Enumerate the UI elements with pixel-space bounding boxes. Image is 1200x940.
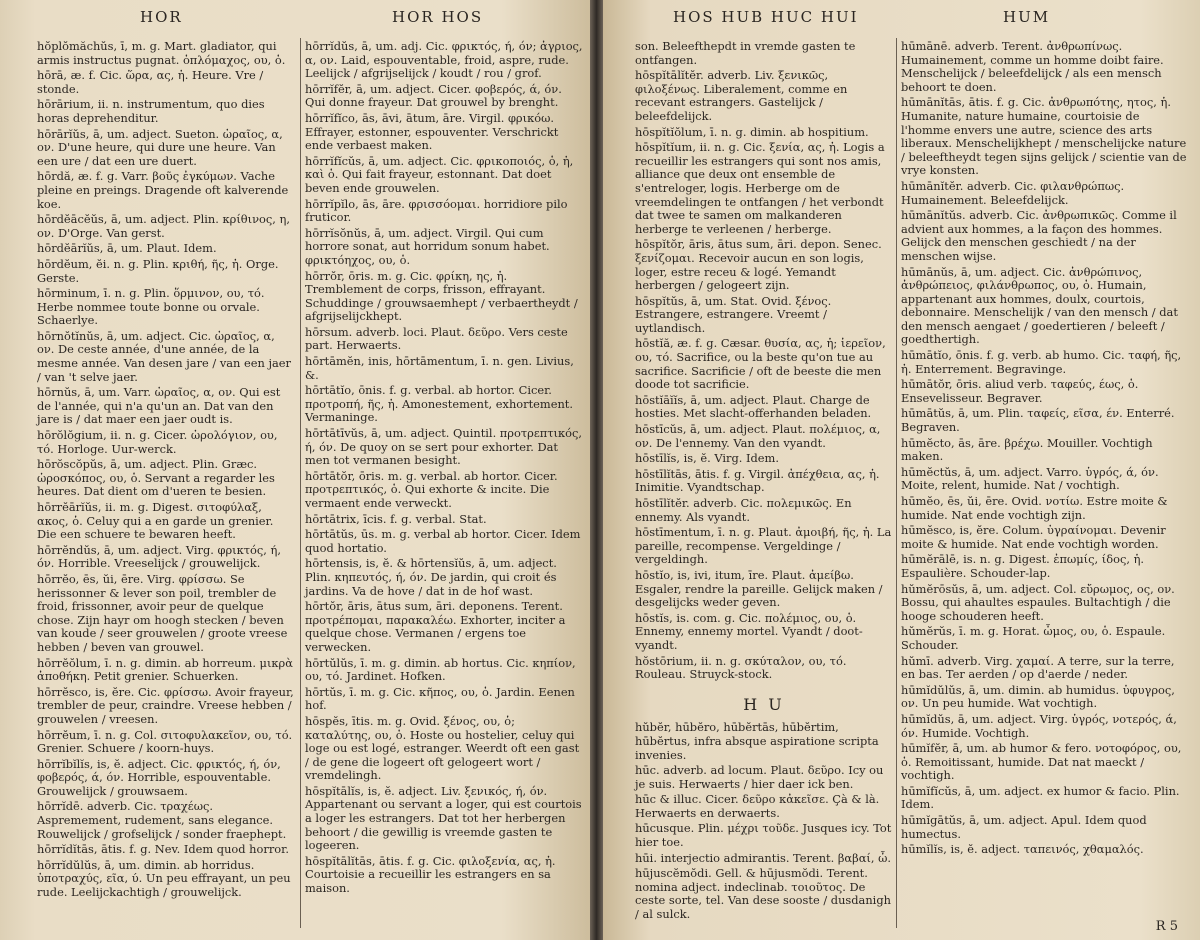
dictionary-entry: hōrdă, æ. f. g. Varr. βοῦς ἐγκύμων. Vache pleine en preings. Dragende oft kalverende koe.: [37, 169, 289, 211]
dictionary-entry: hōstīlĭtās, ātis. f. g. Virgil. ἀπέχθεια, ας, ἡ. Inimitie. Vyandtschap.: [635, 466, 880, 495]
left-page: [0, 0, 590, 940]
dictionary-entry: hōstīmentum, ī. n. g. Plaut. ἀμοιβή, ῆς, ἡ. La pareille, recompense. Vergeldinge / vergeldingh.: [635, 525, 892, 567]
dictionary-entry: hōrdĕārĭŭs, ā, um. Plaut. Idem.: [37, 241, 217, 256]
dictionary-entry: hōrnŏtĭnŭs, ā, um. adject. Cic. ὡραῖος, α, ον. De ceste année, d'une année, de la mesme année. Van desen jare / van een jaer / van 't selve jaer.: [37, 328, 291, 384]
dictionary-entry: hŭmĕrŭs, ī. m. g. Horat. ὦμος, ου, ὁ. Espaule. Schouder.: [901, 624, 1166, 652]
dictionary-entry: hōrrĭbĭlĭs, is, ĕ. adject. Cic. φρικτός, ή, όν, φοβερός, ά, όν. Horrible, espouventable. Grouwelijck / grouwsaem.: [37, 756, 281, 798]
dictionary-entry: hōstĭo, is, ivi, itum, īre. Plaut. ἀμείβω. Esgaler, rendre la pareille. Gelijck maken / desgelijcks weder geven.: [635, 567, 883, 610]
dictionary-entry: hōrrĕum, ī. n. g. Col. σιτοφυλακεῖον, ου, τό. Grenier. Schuere / koorn-huys.: [37, 727, 293, 756]
dictionary-entry: hōrrĭdĭtās, ātis. f. g. Nev. Idem quod horror.: [37, 842, 289, 857]
dictionary-entry: hūmĭfĕr, ā, um. ab humor & fero. νοτοφόρος, ου, ὁ. Remoitissant, humide. Dat nat maeckt / vochtigh.: [901, 741, 1182, 783]
dictionary-entry: hūmānē. adverb. Terent. ἀνθρωπίνως. Humainement, comme un homme doibt faire. Menschelijck / beleefdelijck / als een mensch behoort te doen.: [901, 39, 1164, 94]
dictionary-entry: hūmĕrālē, is. n. g. Digest. ἐπωμίς, ίδος, ἡ. Espaulière. Schouder-lap.: [901, 552, 1145, 580]
dictionary-entry: hōrrĕndŭs, ā, um. adject. Virg. φρικτός, ή, όν. Horrible. Vreeselijck / grouwelijck.: [37, 542, 281, 571]
dictionary-entry: hūmĭdŭlŭs, ā, um. dimin. ab humidus. ὑφυγρος, ον. Un peu humide. Wat vochtigh.: [901, 682, 1175, 711]
dictionary-entry: hōrŏlŏgium, ii. n. g. Cicer. ὡρολόγιον, ου, τό. Horloge. Uur-werck.: [37, 428, 278, 456]
book-gutter: [590, 0, 603, 940]
dictionary-entry: hōstīlĭs, is, ĕ. Virg. Idem.: [635, 451, 779, 466]
dictionary-entry: hōrrĕārĭŭs, ii. m. g. Digest. σιτοφύλαξ, ακος, ὁ. Celuy qui a en garde un grenier. Die een schuere te bewaren heeft.: [37, 500, 274, 542]
dictionary-entry: hōrtātŏr, ōris. m. g. verbal. ab hortor. Cicer. προτρεπτικός, ὁ. Qui exhorte & incite. Die vermaent ende verweckt.: [305, 468, 558, 510]
dictionary-entry: hūmĭfĭcŭs, ā, um. adject. ex humor & facio. Plin. Idem.: [901, 783, 1180, 812]
dictionary-entry: hōstĭs, is. com. g. Cic. πολέμιος, ου, ὁ. Ennemy, ennemy mortel. Vyandt / doot-vyandt.: [635, 610, 863, 652]
dictionary-entry: hūmĕctŭs, ā, um. adject. Varro. ὑγρός, ά, όν. Moite, relent, humide. Nat / vochtigh.: [901, 464, 1159, 493]
right-page: [603, 0, 1200, 940]
dictionary-entry: hōstīlĭtĕr. adverb. Cic. πολεμικῶς. En ennemy. Als vyandt.: [635, 496, 852, 524]
right-column-1: [635, 40, 893, 930]
dictionary-entry: hōspĭtālĭtĕr. adverb. Liv. ξενικῶς, φιλοξένως. Liberalement, comme en recevant estrangers. Gastelijck / beleefdelijck.: [635, 68, 848, 123]
column-rule: [300, 38, 301, 928]
dictionary-entry: hūmĕsco, is, ĕre. Colum. ὑγραίνομαι. Devenir moite & humide. Nat ende vochtigh worden.: [901, 523, 1166, 551]
dictionary-entry: hōrsum. adverb. loci. Plaut. δεῦρο. Vers ceste part. Herwaerts.: [305, 324, 568, 353]
running-head-right-col2: HUM: [1003, 8, 1051, 26]
dictionary-entry: hōrrĕo, ēs, ŭi, ēre. Virg. φρίσσω. Se herissonner & lever son poil, trembler de froid, frissonner, avoir peur de quelque chose. Zijn hayr om hoogh stecken / beven van koude / seer grouwelen / groote vreese hebben / beven van grouwel.: [37, 571, 288, 654]
dictionary-entry: hŏstōrium, ii. n. g. σκύταλον, ου, τό. Rouleau. Struyck-stock.: [635, 653, 847, 682]
running-head-left-col2: HOR HOS: [392, 8, 484, 26]
dictionary-entry: hōrārium, ii. n. instrumentum, quo dies horas deprehenditur.: [37, 97, 265, 125]
dictionary-entry: hŭbĕr, hūbĕro, hūbĕrtās, hūbĕrtim, hūbĕrtus, infra absque aspiratione scripta invenies.: [635, 720, 879, 762]
running-head-left-col1: HOR: [140, 8, 183, 26]
dictionary-entry: hōspĕs, ītis. m. g. Ovid. ξένος, ου, ὁ; καταλύτης, ου, ὁ. Hoste ou hostelier, celuy qui loge ou est logé, estranger. Weerdt oft een gast / de gene die logeert oft gelogeert wort / vremdelingh.: [305, 713, 580, 783]
dictionary-entry: hōspĭtŏr, āris, ātus sum, āri. depon. Senec. ξενίζομαι. Recevoir aucun en son logis, loger, estre receu & logé. Yemandt herbergen / gelogeert zijn.: [635, 237, 882, 293]
signature-mark: R 5: [1155, 919, 1178, 934]
dictionary-entry: hūmĭlĭs, is, ĕ. adject. ταπεινός, χθαμαλός.: [901, 842, 1144, 857]
dictionary-entry: son. Beleefthepdt in vremde gasten te ontfangen.: [635, 39, 856, 67]
section-letter-heading: H U: [743, 694, 785, 714]
dictionary-entry: hūmĕcto, ās, āre. βρέχω. Mouiller. Vochtigh maken.: [901, 435, 1153, 464]
dictionary-entry: hōspĭtŭs, ā, um. Stat. Ovid. ξένος. Estrangere, estrangere. Vreemt / uytlandisch.: [635, 293, 832, 335]
dictionary-entry: hōrdĕācĕŭs, ā, um. adject. Plin. κρίθινος, η, ον. D'Orge. Van gerst.: [37, 212, 290, 240]
dictionary-entry: hōrtātrix, īcis. f. g. verbal. Stat.: [305, 511, 487, 526]
dictionary-entry: hōstĭă, æ. f. g. Cæsar. θυσία, ας, ἡ; ἱερεῖον, ου, τό. Sacrifice, ou la beste qu'on tue au sacrifice. Sacrificie / oft de beeste die men doode tot sacrificie.: [635, 336, 886, 392]
dictionary-entry: hōrtāmĕn, inis, hōrtāmentum, ī. n. gen. Livius, &.: [305, 354, 574, 382]
dictionary-entry: hōstĭāĭĭs, ā, um. adject. Plaut. Charge de hosties. Met slacht-offerhanden beladen.: [635, 392, 872, 421]
right-column-2: [901, 40, 1191, 930]
dictionary-entry: hōrnŭs, ā, um. Varr. ὡραῖος, α, ον. Qui est de l'année, qui n'a qu'un an. Dat van den jare is / dat maer een jaer oudt is.: [37, 385, 281, 427]
dictionary-entry: hūmānĭtŭs. adverb. Cic. ἀνθρωπικῶς. Comme il advient aux hommes, a la façon des hommes. Gelijck den menschen geschiedt / na der menschen wijse.: [901, 208, 1177, 263]
dictionary-entry: hōrdĕum, ĕi. n. g. Plin. κριθή, ῆς, ἡ. Orge. Gerste.: [37, 256, 279, 285]
dictionary-entry: hūmānĭtās, ātis. f. g. Cic. ἀνθρωπότης, ητος, ἡ. Humanite, nature humaine, courtoisie de l'homme envers une autre, science des arts liberaux. Menschelijkhept / menschelijcke nature / beleeftheydt tegen sijns gelijck / scientie van de vrye konsten.: [901, 95, 1187, 178]
dictionary-entry: hōrtensis, is, ĕ. & hōrtensĭŭs, ā, um. adject. Plin. κηπευτός, ή, όν. De jardin, qui croit és jardins. Va de hove / dat in de hof wast.: [305, 556, 557, 598]
dictionary-entry: hūjuscĕmŏdi. Gell. & hūjusmŏdi. Terent. nomina adject. indeclinab. τοιοῦτος. De ceste sorte, tel. Van dese sooste / dusdanigh / al sulck.: [635, 866, 891, 922]
dictionary-entry: hūmānĭtĕr. adverb. Cic. φιλανθρώπως. Humainement. Beleefdelijck.: [901, 178, 1125, 207]
dictionary-entry: hūi. interjectio admirantis. Terent. βαβαί, ὦ.: [635, 850, 892, 865]
dictionary-entry: hōrtātŭs, ūs. m. g. verbal ab hortor. Cicer. Idem quod hortatio.: [305, 527, 581, 555]
dictionary-entry: hūmātŭs, ā, um. Plin. ταφείς, εῖσα, έν. Enterré. Begraven.: [901, 406, 1175, 435]
dictionary-entry: hōrtŭlŭs, ī. m. g. dimin. ab hortus. Cic. κηπίον, ου, τό. Jardinet. Hofken.: [305, 655, 576, 684]
dictionary-entry: hūmĕo, ēs, ŭi, ēre. Ovid. νοτίω. Estre moite & humide. Nat ende vochtigh zijn.: [901, 494, 1168, 522]
dictionary-entry: hŭmī. adverb. Virg. χαμαί. A terre, sur la terre, en bas. Ter aerden / op d'aerde / neder.: [901, 653, 1175, 682]
dictionary-entry: hūcusque. Plin. μέχρι τοῦδε. Jusques icy. Tot hier toe.: [635, 821, 892, 850]
left-column-2: [305, 40, 583, 930]
dictionary-entry: hōrrĭfĕr, ā, um. adject. Cicer. φοβερός, ά, όν. Qui donne frayeur. Dat grouwel by brenght.: [305, 81, 562, 110]
dictionary-entry: hōspĭtĭum, ii. n. g. Cic. ξενία, ας, ἡ. Logis a recueillir les estrangers qui sont nos amis, alliance que deux ont ensemble de s'entreloger, logis. Herberge om de vreemdelingen te ontfangen / het verbondt dat twee te samen om malkanderen herberge te verleenen / herberge.: [635, 140, 885, 236]
dictionary-entry: hūmātŏr, ōris. aliud verb. ταφεύς, έως, ὁ. Ensevelisseur. Begraver.: [901, 377, 1139, 405]
dictionary-entry: hōrrŏr, ōris. m. g. Cic. φρίκη, ης, ἡ. Tremblement de corps, frisson, effrayant. Schuddinge / grouwsaemhept / verbaertheydt / afgrijselijckhept.: [305, 268, 578, 324]
dictionary-entry: hōrrĭdŭlŭs, ā, um. dimin. ab horridus. ὑποτραχύς, εῖα, ύ. Un peu effrayant, un peu rude. Leelijckachtigh / grouwelijck.: [37, 857, 291, 900]
dictionary-entry: hūc. adverb. ad locum. Plaut. δεῦρο. Icy ou je suis. Herwaerts / hier daer ick ben.: [635, 763, 884, 791]
dictionary-entry: hōrtātĭo, ōnis. f. g. verbal. ab hortor. Cicer. προτροπή, ῆς, ἡ. Amonestement, exhortement. Vermaninge.: [305, 383, 573, 425]
dictionary-entry: hūmĭdŭs, ā, um. adject. Virg. ὑγρός, νοτερός, ά, όν. Humide. Vochtigh.: [901, 711, 1177, 740]
dictionary-entry: hōrrĭfĭco, ās, āvi, ātum, āre. Virgil. φρικόω. Effrayer, estonner, espouventer. Verschrickt ende verbaest maken.: [305, 110, 559, 153]
running-head-right-col1: HOS HUB HUC HUI: [673, 8, 859, 26]
left-column-1: [37, 40, 295, 930]
dictionary-entry: hōstīcŭs, ā, um. adject. Plaut. πολέμιος, α, ον. De l'ennemy. Van den vyandt.: [635, 422, 881, 450]
dictionary-entry: hōspĭtĭŏlum, ī. n. g. dimin. ab hospitium.: [635, 124, 869, 139]
dictionary-entry: hōrā, æ. f. Cic. ὥρα, ας, ἡ. Heure. Vre / stonde.: [37, 68, 264, 96]
dictionary-entry: hūmĭgātŭs, ā, um. adject. Apul. Idem quod humectus.: [901, 813, 1147, 841]
dictionary-entry: hōrrĭpĭlo, ās, āre. φρισσόομαι. horridiore pilo fruticor.: [305, 196, 568, 225]
dictionary-entry: hūc & illuc. Cicer. δεῦρο κἀκεῖσε. Çà & là. Herwaerts en derwaerts.: [635, 792, 880, 820]
dictionary-entry: hūmātĭo, ōnis. f. g. verb. ab humo. Cic. ταφή, ῆς, ἡ. Enterrement. Begravinge.: [901, 348, 1182, 376]
column-rule: [896, 38, 897, 928]
dictionary-entry: hōrrĕsco, is, ĕre. Cic. φρίσσω. Avoir frayeur, trembler de peur, craindre. Vreese hebben / grouwelen / vreesen.: [37, 684, 294, 726]
dictionary-entry: hōrtŏr, āris, ātus sum, āri. deponens. Terent. προτρέπομαι, παρακαλέω. Exhorter, inciter a quelque chose. Vermanen / ergens toe verwecken.: [305, 599, 566, 654]
dictionary-entry: hŏplŏmăchŭs, ī, m. g. Mart. gladiator, qui armis instructus pugnat. ὁπλόμαχος, ου, ὁ.: [37, 39, 286, 67]
dictionary-entry: hōspĭtālĭs, is, ĕ. adject. Liv. ξενικός, ή, όν. Appartenant ou servant a loger, qui est courtois a loger les estrangers. Dat tot her herbergen behoort / die gewillig is vreemde gasten te logeeren.: [305, 783, 582, 853]
dictionary-entry: hōrminum, ī. n. g. Plin. ὅρμινον, ου, τό. Herbe nommee toute bonne ou orvale. Schaerlye.: [37, 286, 265, 328]
dictionary-entry: hōrrĭdē. adverb. Cic. τραχέως. Aspremement, rudement, sans elegance. Rouwelijck / grofselijck / sonder fraephept.: [37, 799, 287, 841]
dictionary-entry: hōrrĭdŭs, ā, um. adj. Cic. φρικτός, ή, όν; ἀγριος, α, ον. Laid, espouventable, froid, aspre, rude. Leelijck / afgrijselijck / koudt / rou / grof.: [305, 39, 583, 81]
dictionary-entry: hūmānŭs, ā, um. adject. Cic. ἀνθρώπινος, ἀνθρώπειος, φιλάνθρωπος, ου, ὁ. Humain, appartenant aux hommes, doulx, courtois, debonnaire. Menschelijk / van den mensch / dat den mensch aengaet / goedertieren / beleeft / goedthertigh.: [901, 264, 1178, 347]
dictionary-entry: hōrrĕŏlum, ī. n. g. dimin. ab horreum. μικρὰ ἀποθήκη. Petit grenier. Schuerken.: [37, 655, 293, 684]
dictionary-entry: hōrtātīvŭs, ā, um. adject. Quintil. προτρεπτικός, ή, όν. De quoy on se sert pour exhorter. Dat men tot vermanen besight.: [305, 426, 582, 468]
dictionary-entry: hŭmĕrōsŭs, ā, um. adject. Col. εὔρωμος, ος, ον. Bossu, qui ahaultes espaules. Bultachtigh / die hooge schouderen heeft.: [901, 581, 1175, 623]
dictionary-entry: hōspĭtālĭtās, ātis. f. g. Cic. φιλοξενία, ας, ἡ. Courtoisie a recueillir les estrangers en sa maison.: [305, 853, 556, 896]
dictionary-entry: hōrrĭfĭcŭs, ā, um. adject. Cic. φρικοποιός, ὁ, ἡ, καὶ ὁ. Qui fait frayeur, estonnant. Dat doet beven ende grouwelen.: [305, 153, 574, 195]
dictionary-entry: hōrtŭs, ī. m. g. Cic. κῆπος, ου, ὁ. Jardin. Eenen hof.: [305, 684, 575, 713]
dictionary-entry: hōrrĭsŏnŭs, ā, um. adject. Virgil. Qui cum horrore sonat, aut horridum sonum habet. φρικτόηχος, ου, ὁ.: [305, 225, 550, 267]
dictionary-entry: hōrŏscŏpŭs, ā, um. adject. Plin. Græc. ὡροσκόπος, ου, ὁ. Servant a regarder les heures. Dat dient om d'ueren te besien.: [37, 457, 275, 499]
dictionary-entry: hōrārĭŭs, ā, um. adject. Sueton. ὡραῖος, α, ον. D'une heure, qui dure une heure. Van een ure / dat een ure duert.: [37, 126, 283, 168]
